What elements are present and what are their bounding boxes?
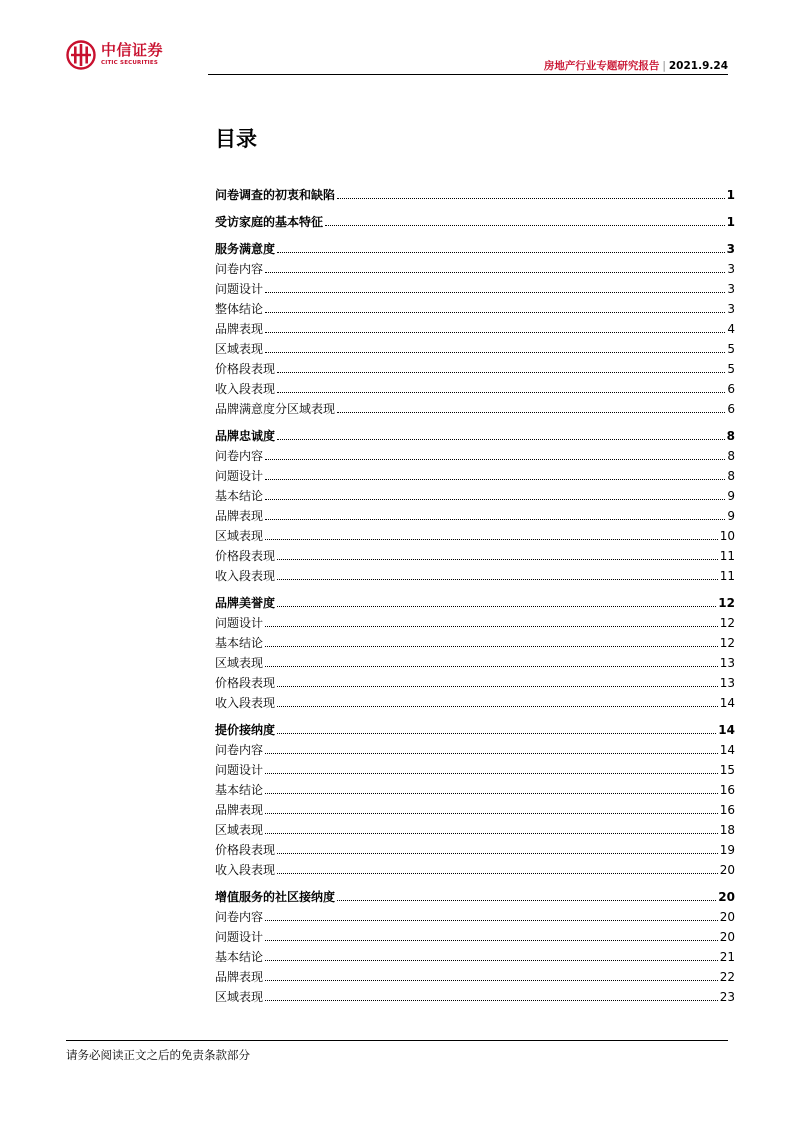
toc-entry-label: 区域表现 bbox=[215, 342, 264, 356]
toc-entry-label: 区域表现 bbox=[215, 990, 264, 1004]
toc-page-number: 6 bbox=[727, 402, 735, 416]
toc-dot-leader bbox=[265, 539, 718, 540]
toc-dot-leader bbox=[265, 479, 725, 480]
toc-dot-leader bbox=[265, 920, 718, 921]
toc-page-number: 20 bbox=[719, 863, 735, 877]
toc-page-number: 11 bbox=[719, 549, 735, 563]
toc-entry-label: 区域表现 bbox=[215, 656, 264, 670]
toc-page-number: 8 bbox=[727, 449, 735, 463]
toc-page-number: 9 bbox=[727, 489, 735, 503]
toc-page-number: 3 bbox=[727, 282, 735, 296]
toc-entry-label: 收入段表现 bbox=[215, 569, 276, 583]
toc-entry-label: 基本结论 bbox=[215, 950, 264, 964]
toc-entry-label: 服务满意度 bbox=[215, 242, 276, 256]
toc-dot-leader bbox=[265, 499, 725, 500]
toc-subsection-entry[interactable] bbox=[215, 759, 735, 777]
toc-subsection-entry[interactable] bbox=[215, 338, 735, 356]
toc-subsection-entry[interactable] bbox=[215, 672, 735, 690]
toc-page-number: 12 bbox=[719, 616, 735, 630]
citic-logo-icon bbox=[66, 40, 96, 70]
toc-page-number: 3 bbox=[727, 302, 735, 316]
toc-subsection-entry[interactable] bbox=[215, 278, 735, 296]
toc-entry-label: 品牌满意度分区域表现 bbox=[215, 402, 336, 416]
toc-page-number: 23 bbox=[719, 990, 735, 1004]
toc-page-number: 8 bbox=[727, 469, 735, 483]
toc-entry-label: 问卷内容 bbox=[215, 743, 264, 757]
toc-entry-label: 价格段表现 bbox=[215, 549, 276, 563]
report-date: 2021.9.24 bbox=[668, 60, 728, 72]
toc-subsection-entry[interactable] bbox=[215, 926, 735, 944]
toc-entry-label: 问卷内容 bbox=[215, 449, 264, 463]
toc-subsection-entry[interactable] bbox=[215, 779, 735, 797]
toc-page-number: 14 bbox=[718, 723, 735, 737]
toc-dot-leader bbox=[265, 666, 718, 667]
toc-subsection-entry[interactable] bbox=[215, 525, 735, 543]
toc-dot-leader bbox=[277, 733, 716, 734]
toc-subsection-entry[interactable] bbox=[215, 946, 735, 964]
toc-entry-label: 收入段表现 bbox=[215, 863, 276, 877]
toc-entry-label: 价格段表现 bbox=[215, 843, 276, 857]
toc-entry-label: 品牌美誉度 bbox=[215, 596, 276, 610]
toc-dot-leader bbox=[337, 900, 716, 901]
toc-entry-label: 基本结论 bbox=[215, 783, 264, 797]
toc-entry-label: 收入段表现 bbox=[215, 382, 276, 396]
toc-entry-label: 受访家庭的基本特征 bbox=[215, 215, 324, 229]
toc-dot-leader bbox=[265, 773, 718, 774]
toc-page-number: 14 bbox=[719, 743, 735, 757]
toc-entry-label: 提价接纳度 bbox=[215, 723, 276, 737]
toc-dot-leader bbox=[265, 1000, 718, 1001]
toc-subsection-entry[interactable] bbox=[215, 739, 735, 757]
toc-dot-leader bbox=[265, 332, 725, 333]
toc-subsection-entry[interactable] bbox=[215, 966, 735, 984]
toc-section-entry[interactable] bbox=[215, 425, 735, 443]
toc-dot-leader bbox=[265, 312, 725, 313]
toc-entry-label: 基本结论 bbox=[215, 489, 264, 503]
toc-dot-leader bbox=[277, 579, 718, 580]
toc-subsection-entry[interactable] bbox=[215, 859, 735, 877]
toc-dot-leader bbox=[265, 272, 725, 273]
toc-dot-leader bbox=[265, 960, 718, 961]
toc-dot-leader bbox=[277, 606, 716, 607]
toc-dot-leader bbox=[277, 853, 718, 854]
toc-subsection-entry[interactable] bbox=[215, 298, 735, 316]
toc-dot-leader bbox=[277, 706, 718, 707]
toc-page-number: 15 bbox=[719, 763, 735, 777]
toc-dot-leader bbox=[265, 292, 725, 293]
toc-entry-label: 品牌表现 bbox=[215, 509, 264, 523]
toc-page-number: 16 bbox=[719, 783, 735, 797]
header-divider bbox=[208, 74, 728, 75]
footer-divider bbox=[66, 1040, 728, 1041]
toc-entry-label: 问题设计 bbox=[215, 930, 264, 944]
toc-page-number: 20 bbox=[718, 890, 735, 904]
toc-dot-leader bbox=[265, 940, 718, 941]
toc-subsection-entry[interactable] bbox=[215, 485, 735, 503]
toc-page-number: 20 bbox=[719, 930, 735, 944]
toc-entry-label: 问题设计 bbox=[215, 616, 264, 630]
toc-dot-leader bbox=[265, 833, 718, 834]
toc-dot-leader bbox=[277, 252, 725, 253]
toc-entry-label: 价格段表现 bbox=[215, 362, 276, 376]
toc-section-entry[interactable] bbox=[215, 238, 735, 256]
toc-dot-leader bbox=[265, 519, 725, 520]
toc-subsection-entry[interactable] bbox=[215, 545, 735, 563]
toc-page-number: 12 bbox=[719, 636, 735, 650]
toc-entry-label: 问卷内容 bbox=[215, 910, 264, 924]
toc-dot-leader bbox=[265, 793, 718, 794]
toc-dot-leader bbox=[265, 813, 718, 814]
toc-subsection-entry[interactable] bbox=[215, 505, 735, 523]
report-title: 房地产行业专题研究报告 bbox=[543, 60, 660, 72]
toc-subsection-entry[interactable] bbox=[215, 819, 735, 837]
toc-dot-leader bbox=[325, 225, 725, 226]
toc-dot-leader bbox=[265, 352, 725, 353]
toc-page-number: 10 bbox=[719, 529, 735, 543]
toc-dot-leader bbox=[265, 753, 718, 754]
toc-subsection-entry[interactable] bbox=[215, 398, 735, 416]
toc-dot-leader bbox=[277, 372, 725, 373]
toc-section-entry[interactable] bbox=[215, 592, 735, 610]
toc-section-entry[interactable] bbox=[215, 184, 735, 202]
toc-entry-label: 问卷调查的初衷和缺陷 bbox=[215, 188, 336, 202]
toc-subsection-entry[interactable] bbox=[215, 465, 735, 483]
toc-subsection-entry[interactable] bbox=[215, 318, 735, 336]
toc-entry-label: 收入段表现 bbox=[215, 696, 276, 710]
toc-page-number: 13 bbox=[719, 656, 735, 670]
header-report-info bbox=[544, 58, 728, 73]
toc-entry-label: 价格段表现 bbox=[215, 676, 276, 690]
toc-heading: 目录 bbox=[215, 127, 257, 151]
toc-page-number: 14 bbox=[719, 696, 735, 710]
toc-dot-leader bbox=[277, 392, 725, 393]
toc-dot-leader bbox=[277, 559, 718, 560]
toc-entry-label: 品牌表现 bbox=[215, 970, 264, 984]
toc-dot-leader bbox=[265, 646, 718, 647]
toc-page-number: 8 bbox=[726, 429, 735, 443]
toc-section-entry[interactable] bbox=[215, 211, 735, 229]
toc-dot-leader bbox=[337, 412, 725, 413]
toc-subsection-entry[interactable] bbox=[215, 445, 735, 463]
toc-subsection-entry[interactable] bbox=[215, 378, 735, 396]
toc-subsection-entry[interactable] bbox=[215, 799, 735, 817]
toc-subsection-entry[interactable] bbox=[215, 652, 735, 670]
toc-subsection-entry[interactable] bbox=[215, 612, 735, 630]
toc-entry-label: 品牌表现 bbox=[215, 322, 264, 336]
toc-page-number: 12 bbox=[718, 596, 735, 610]
toc-entry-label: 区域表现 bbox=[215, 529, 264, 543]
toc-page-number: 11 bbox=[719, 569, 735, 583]
toc-page-number: 16 bbox=[719, 803, 735, 817]
toc-dot-leader bbox=[265, 626, 718, 627]
toc-entry-label: 整体结论 bbox=[215, 302, 264, 316]
toc-entry-label: 问题设计 bbox=[215, 282, 264, 296]
toc-dot-leader bbox=[277, 439, 725, 440]
toc-dot-leader bbox=[277, 686, 718, 687]
toc-subsection-entry[interactable] bbox=[215, 986, 735, 1004]
toc-section-entry[interactable] bbox=[215, 719, 735, 737]
toc-entry-label: 问题设计 bbox=[215, 763, 264, 777]
toc-subsection-entry[interactable] bbox=[215, 839, 735, 857]
logo-name-cn: 中信证券 bbox=[101, 41, 164, 60]
toc-dot-leader bbox=[265, 459, 725, 460]
toc-page-number: 18 bbox=[719, 823, 735, 837]
toc-subsection-entry[interactable] bbox=[215, 258, 735, 276]
toc-page-number: 5 bbox=[727, 362, 735, 376]
toc-entry-label: 品牌忠诚度 bbox=[215, 429, 276, 443]
toc-page-number: 3 bbox=[726, 242, 735, 256]
toc-page-number: 19 bbox=[719, 843, 735, 857]
citic-logo bbox=[66, 40, 163, 70]
toc-section-entry[interactable] bbox=[215, 886, 735, 904]
toc-page-number: 20 bbox=[719, 910, 735, 924]
toc-dot-leader bbox=[277, 873, 718, 874]
footer-disclaimer: 请务必阅读正文之后的免责条款部分 bbox=[66, 1048, 250, 1062]
toc-subsection-entry[interactable] bbox=[215, 358, 735, 376]
toc-page-number: 1 bbox=[726, 188, 735, 202]
toc-entry-label: 问题设计 bbox=[215, 469, 264, 483]
toc-dot-leader bbox=[337, 198, 725, 199]
toc-page-number: 13 bbox=[719, 676, 735, 690]
toc-page-number: 6 bbox=[727, 382, 735, 396]
toc-page-number: 1 bbox=[726, 215, 735, 229]
toc-subsection-entry[interactable] bbox=[215, 906, 735, 924]
logo-name-en: CITIC SECURITIES bbox=[101, 60, 159, 67]
toc-page-number: 5 bbox=[727, 342, 735, 356]
toc-entry-label: 区域表现 bbox=[215, 823, 264, 837]
toc-subsection-entry[interactable] bbox=[215, 692, 735, 710]
toc-dot-leader bbox=[265, 980, 718, 981]
toc-page-number: 4 bbox=[727, 322, 735, 336]
toc-entry-label: 问卷内容 bbox=[215, 262, 264, 276]
toc-page-number: 3 bbox=[727, 262, 735, 276]
toc-page-number: 21 bbox=[719, 950, 735, 964]
toc-page-number: 9 bbox=[727, 509, 735, 523]
toc-entry-label: 品牌表现 bbox=[215, 803, 264, 817]
toc-entry-label: 增值服务的社区接纳度 bbox=[215, 890, 336, 904]
header-separator: | bbox=[662, 60, 666, 72]
toc-entry-label: 基本结论 bbox=[215, 636, 264, 650]
toc-page-number: 22 bbox=[719, 970, 735, 984]
toc-subsection-entry[interactable] bbox=[215, 565, 735, 583]
toc-subsection-entry[interactable] bbox=[215, 632, 735, 650]
